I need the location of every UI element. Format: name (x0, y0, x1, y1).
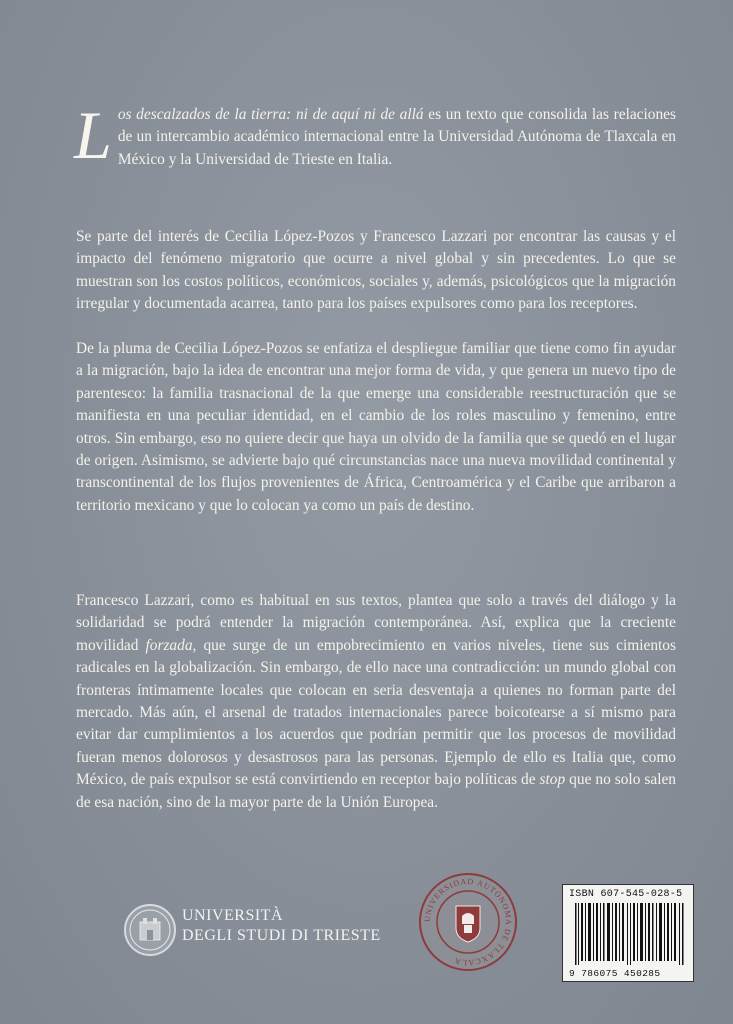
trieste-name-line2: DEGLI STUDI DI TRIESTE (182, 927, 381, 944)
barcode-bars (575, 903, 685, 965)
trieste-name-line1: UNIVERSITÀ (182, 907, 283, 924)
lazzari-text-a: Francesco Lazzari, como es habitual en sus textos, plantea que solo a través del diálogo y la solidaridad se podrá entender la migración contemporánea. Así, explica que la creciente movilidad (76, 592, 676, 654)
intro-text: es un texto que consolida las relaciones de un intercambio académico internacional entre la Universidad Autónoma de Tlaxcala en México y la Universidad de Trieste en Italia. (117, 106, 676, 168)
emphasis-stop: stop (539, 771, 566, 789)
barcode-digits: 9 786075 450285 (569, 968, 661, 979)
paragraph-authors: Se parte del interés de Cecilia López-Pozos y Francesco Lazzari por encontrar las causas y el impacto del fenómeno migratorio que ocurre a nivel global y sin precedentes. Lo que se muestran son los costos políticos, económicos, sociales y, además, psicológicos que la migración irregular y documentada acarrea, tanto para los países expulsores como para los receptores. (76, 228, 676, 313)
paragraph-lopez-pozos: De la pluma de Cecilia López-Pozos se enfatiza el despliegue familiar que tiene como fin ayudar a la migración, bajo la idea de encontrar una mejor forma de vida, y que genera un nuevo tipo de parentesco: la familia trasnacional de la que emerge una considerable reestructuración que se manifiesta en una peculiar identidad, en el cambio de los roles masculino y femenino, entre otros. Sin embargo, eso no quiere decir que haya un olvido de la familia que se quedó en el lugar de origen. Asimismo, se advierte bajo qué circunstancias nace una nueva movilidad continental y transcontinental de los flujos provenientes de África, Centroamérica y el Caribe que arribaron a territorio mexicano y que lo colocan ya como un país de destino. (76, 340, 676, 514)
book-title: os descalzados de la tierra: ni de aquí ni de allá (117, 106, 424, 123)
uat-seal-text: UNIVERSIDAD AUTÓNOMA DE TLAXCALA (422, 876, 514, 968)
trieste-university-logo (124, 904, 414, 964)
trieste-seal-icon (124, 904, 176, 956)
emphasis-forzada: forzada (145, 636, 193, 654)
paragraph-lazzari (76, 590, 676, 814)
isbn-label: ISBN 607-545-028-5 (569, 889, 683, 900)
lazzari-text-b: , que surge de un empobrecimiento en varios niveles, tiene sus cimientos radicales en la globalización. Sin embargo, de ello nace una contradicción: un mundo global con fronteras íntimamente locales que colocan en seria desventaja a quienes no forman parte del mercado. Más aún, el arsenal de tratados internacionales parece boicotearse a sí mismo para evitar dar cumplimientos a los acuerdos que podrían permitir que los procesos de movilidad fueran menos dolorosos y desastrosos para las personas. Ejemplo de ello es Italia que, como México, de país expulsor se está convirtiendo en receptor bajo políticas de (76, 636, 676, 789)
paragraph-intro (74, 97, 676, 173)
uat-seal-icon (418, 872, 518, 972)
drop-cap: L (74, 97, 112, 173)
isbn-barcode (562, 884, 694, 982)
lazzari-text-c: que no solo salen de esa nación, sino de la mayor parte de la Unión Europea. (76, 771, 676, 811)
